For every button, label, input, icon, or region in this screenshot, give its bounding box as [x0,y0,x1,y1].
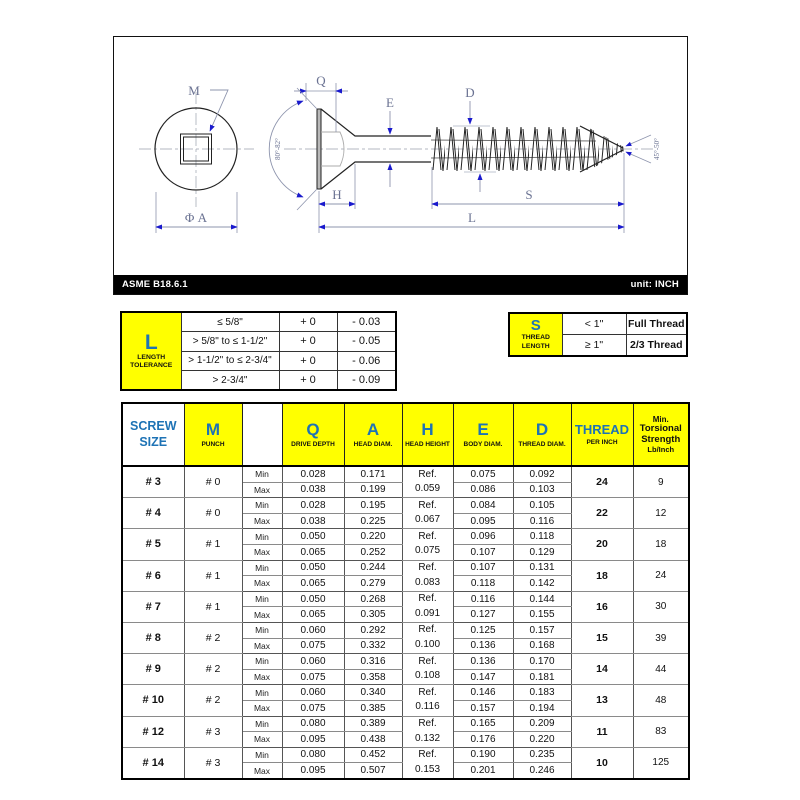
s-value-cell: Full Thread [626,313,687,335]
header-m-punch: M PUNCH [184,403,242,466]
screw-row-group [122,716,689,747]
screw-size-cell: # 6 [122,560,184,591]
q-max-cell: 0.038 [282,482,344,498]
label-l: L [468,210,476,225]
screw-row-group [122,466,689,498]
d-max-cell: 0.142 [513,576,571,592]
s-key-letter: S [530,317,541,335]
unit-label: unit: INCH [630,279,679,290]
q-max-cell: 0.065 [282,576,344,592]
q-max-cell: 0.095 [282,763,344,779]
screw-size-cell: # 12 [122,716,184,747]
d-min-cell: 0.183 [513,685,571,701]
l-range-cell: > 2-3/4" [181,370,279,390]
thread-per-inch-cell: 24 [571,466,633,498]
e-max-cell: 0.136 [453,638,513,654]
h-cell [402,560,453,591]
strength-cell: 12 [633,498,689,529]
a-max-cell: 0.225 [344,513,402,529]
min-label-cell: Min [242,622,282,638]
strength-cell: 125 [633,747,689,779]
e-max-cell: 0.086 [453,482,513,498]
h-ref-label: Ref. [418,530,437,542]
header-a-head-diam: A HEAD DIAM. [344,403,402,466]
h-value: 0.132 [414,732,441,744]
header-thread-per-inch: THREAD PER INCH [571,403,633,466]
length-tolerance-table [120,311,397,391]
a-min-cell: 0.171 [344,466,402,482]
thread-per-inch-cell: 18 [571,560,633,591]
d-min-cell: 0.105 [513,498,571,514]
dimension-l [319,210,624,227]
punch-cell: # 2 [184,654,242,685]
punch-cell: # 1 [184,560,242,591]
e-max-cell: 0.127 [453,607,513,623]
thread-per-inch-cell: 11 [571,716,633,747]
h-cell [402,591,453,622]
max-label-cell: Max [242,669,282,685]
d-min-cell: 0.170 [513,654,571,670]
l-minus-cell: - 0.09 [337,370,396,390]
q-min-cell: 0.080 [282,716,344,732]
q-min-cell: 0.050 [282,591,344,607]
h-value: 0.153 [414,763,441,775]
screw-row-group [122,622,689,653]
q-min-cell: 0.050 [282,560,344,576]
strength-cell: 18 [633,529,689,560]
h-cell [402,685,453,716]
punch-cell: # 0 [184,466,242,498]
e-min-cell: 0.136 [453,654,513,670]
e-max-cell: 0.201 [453,763,513,779]
h-value: 0.100 [414,639,441,651]
q-max-cell: 0.075 [282,638,344,654]
strength-cell: 9 [633,466,689,498]
screw-technical-drawing [113,36,688,295]
d-min-cell: 0.235 [513,747,571,763]
e-min-cell: 0.096 [453,529,513,545]
d-max-cell: 0.194 [513,700,571,716]
header-minmax-blank [242,403,282,466]
s-range-cell: < 1" [562,313,626,335]
q-min-cell: 0.060 [282,622,344,638]
e-min-cell: 0.107 [453,560,513,576]
label-d: D [465,85,475,100]
h-value: 0.067 [414,514,441,526]
l-range-cell: ≤ 5/8" [181,312,279,332]
a-max-cell: 0.199 [344,482,402,498]
min-label-cell: Min [242,591,282,607]
h-cell [402,466,453,498]
h-ref-label: Ref. [418,718,437,729]
d-min-cell: 0.092 [513,466,571,482]
thread-per-inch-cell: 13 [571,685,633,716]
dimension-e [386,95,394,187]
screw-size-cell: # 4 [122,498,184,529]
s-key-label: THREAD LENGTH [521,334,550,350]
a-min-cell: 0.268 [344,591,402,607]
thread-per-inch-cell: 14 [571,654,633,685]
d-max-cell: 0.103 [513,482,571,498]
e-max-cell: 0.118 [453,576,513,592]
l-key-cell [121,312,181,390]
h-value: 0.091 [414,607,441,619]
punch-cell: # 3 [184,716,242,747]
h-value: 0.108 [414,670,441,682]
a-min-cell: 0.316 [344,654,402,670]
l-minus-cell: - 0.03 [337,312,396,332]
drawing-title-bar [114,275,687,294]
d-min-cell: 0.209 [513,716,571,732]
a-min-cell: 0.195 [344,498,402,514]
strength-cell: 30 [633,591,689,622]
e-max-cell: 0.147 [453,669,513,685]
max-label-cell: Max [242,763,282,779]
l-minus-cell: - 0.06 [337,351,396,370]
max-label-cell: Max [242,732,282,748]
screw-size-cell: # 10 [122,685,184,716]
thread-per-inch-cell: 15 [571,622,633,653]
thread-per-inch-cell: 20 [571,529,633,560]
screw-row-group [122,747,689,779]
min-label-cell: Min [242,529,282,545]
screw-row-group [122,498,689,529]
header-screw-size: SCREW SIZE [122,403,184,466]
l-plus-cell: + 0 [279,332,337,351]
strength-cell: 48 [633,685,689,716]
l-range-cell: > 5/8" to ≤ 1-1/2" [181,332,279,351]
header-torsional-strength: Min. Torsional Strength Lb/Inch [633,403,689,466]
q-max-cell: 0.065 [282,607,344,623]
e-min-cell: 0.125 [453,622,513,638]
h-cell [402,747,453,779]
l-minus-cell: - 0.05 [337,332,396,351]
screw-row-group [122,654,689,685]
h-cell [402,498,453,529]
table-header [122,403,689,466]
max-label-cell: Max [242,482,282,498]
h-ref-label: Ref. [418,499,437,511]
h-ref-label: Ref. [418,655,437,667]
a-min-cell: 0.389 [344,716,402,732]
d-max-cell: 0.129 [513,544,571,560]
q-min-cell: 0.080 [282,747,344,763]
q-min-cell: 0.028 [282,498,344,514]
e-max-cell: 0.176 [453,732,513,748]
a-max-cell: 0.252 [344,544,402,560]
h-value: 0.059 [414,483,441,495]
min-label-cell: Min [242,747,282,763]
screw-row-group [122,560,689,591]
label-s: S [525,187,533,202]
punch-cell: # 2 [184,685,242,716]
max-label-cell: Max [242,700,282,716]
l-plus-cell: + 0 [279,312,337,332]
label-e: E [386,95,394,110]
a-max-cell: 0.279 [344,576,402,592]
l-key-letter: L [144,330,158,354]
e-max-cell: 0.095 [453,513,513,529]
q-min-cell: 0.050 [282,529,344,545]
h-ref-label: Ref. [418,593,437,605]
standard-name: ASME B18.6.1 [122,279,188,290]
max-label-cell: Max [242,607,282,623]
h-cell [402,529,453,560]
s-value-cell: 2/3 Thread [626,335,687,357]
h-cell [402,622,453,653]
label-phi-a: Φ A [184,210,208,225]
screw-row-group [122,685,689,716]
min-label-cell: Min [242,685,282,701]
dimension-m [188,83,228,131]
h-value: 0.116 [415,701,440,713]
screw-row-group [122,529,689,560]
min-label-cell: Min [242,498,282,514]
max-label-cell: Max [242,576,282,592]
d-min-cell: 0.131 [513,560,571,576]
min-label-cell: Min [242,654,282,670]
thread-per-inch-cell: 22 [571,498,633,529]
e-max-cell: 0.157 [453,700,513,716]
l-key-label: LENGTH TOLERANCE [130,353,173,370]
q-max-cell: 0.075 [282,700,344,716]
h-value: 0.075 [414,545,441,557]
h-ref-label: Ref. [418,749,437,761]
header-e-body-diam: E BODY DIAM. [453,403,513,466]
a-min-cell: 0.452 [344,747,402,763]
h-ref-label: Ref. [418,624,437,636]
a-max-cell: 0.358 [344,669,402,685]
dimension-phi-a [156,192,237,233]
e-max-cell: 0.107 [453,544,513,560]
d-max-cell: 0.116 [513,513,571,529]
strength-cell: 44 [633,654,689,685]
screw-size-cell: # 9 [122,654,184,685]
thread-per-inch-cell: 16 [571,591,633,622]
h-ref-label: Ref. [418,468,437,480]
e-min-cell: 0.116 [453,591,513,607]
q-max-cell: 0.038 [282,513,344,529]
punch-cell: # 3 [184,747,242,779]
punch-cell: # 2 [184,622,242,653]
label-q: Q [316,73,326,88]
label-h: H [332,187,342,202]
punch-cell: # 1 [184,591,242,622]
label-point-angle: 45°-50° [653,138,661,160]
d-min-cell: 0.144 [513,591,571,607]
l-plus-cell: + 0 [279,351,337,370]
a-max-cell: 0.507 [344,763,402,779]
screw-size-cell: # 3 [122,466,184,498]
strength-cell: 83 [633,716,689,747]
min-label-cell: Min [242,466,282,482]
screw-size-cell: # 14 [122,747,184,779]
q-max-cell: 0.075 [282,669,344,685]
strength-cell: 39 [633,622,689,653]
q-max-cell: 0.065 [282,544,344,560]
h-cell [402,654,453,685]
thread-per-inch-cell: 10 [571,747,633,779]
strength-cell: 24 [633,560,689,591]
q-min-cell: 0.060 [282,685,344,701]
q-max-cell: 0.095 [282,732,344,748]
e-min-cell: 0.190 [453,747,513,763]
e-min-cell: 0.084 [453,498,513,514]
a-max-cell: 0.332 [344,638,402,654]
a-min-cell: 0.340 [344,685,402,701]
d-min-cell: 0.157 [513,622,571,638]
a-min-cell: 0.220 [344,529,402,545]
l-range-cell: > 1-1/2" to ≤ 2-3/4" [181,351,279,370]
screw-size-cell: # 7 [122,591,184,622]
h-ref-label: Ref. [418,686,437,698]
max-label-cell: Max [242,513,282,529]
thread-pattern [431,125,626,172]
a-max-cell: 0.438 [344,732,402,748]
e-min-cell: 0.165 [453,716,513,732]
screw-row-group [122,591,689,622]
thread-length-table [508,312,688,357]
e-min-cell: 0.146 [453,685,513,701]
d-max-cell: 0.246 [513,763,571,779]
max-label-cell: Max [242,638,282,654]
header-d-thread-diam: D THREAD DIAM. [513,403,571,466]
s-range-cell: ≥ 1" [562,335,626,357]
screw-dimensions-table [121,402,690,780]
a-max-cell: 0.305 [344,607,402,623]
d-max-cell: 0.181 [513,669,571,685]
l-plus-cell: + 0 [279,370,337,390]
min-label-cell: Min [242,716,282,732]
q-min-cell: 0.028 [282,466,344,482]
dimension-h [319,164,355,233]
header-h-head-height: H HEAD HEIGHT [402,403,453,466]
label-head-angle: 80°-82° [274,138,282,160]
h-value: 0.083 [414,576,441,588]
max-label-cell: Max [242,544,282,560]
d-max-cell: 0.168 [513,638,571,654]
punch-cell: # 0 [184,498,242,529]
min-label-cell: Min [242,560,282,576]
d-max-cell: 0.155 [513,607,571,623]
d-min-cell: 0.118 [513,529,571,545]
a-max-cell: 0.385 [344,700,402,716]
screw-drawing-svg [114,37,686,274]
a-min-cell: 0.292 [344,622,402,638]
q-min-cell: 0.060 [282,654,344,670]
screw-size-cell: # 5 [122,529,184,560]
h-cell [402,716,453,747]
header-q-drive-depth: Q DRIVE DEPTH [282,403,344,466]
punch-cell: # 1 [184,529,242,560]
d-max-cell: 0.220 [513,732,571,748]
label-m: M [188,83,200,98]
h-ref-label: Ref. [418,562,437,574]
a-min-cell: 0.244 [344,560,402,576]
screw-size-cell: # 8 [122,622,184,653]
s-key-cell [509,313,562,356]
e-min-cell: 0.075 [453,466,513,482]
